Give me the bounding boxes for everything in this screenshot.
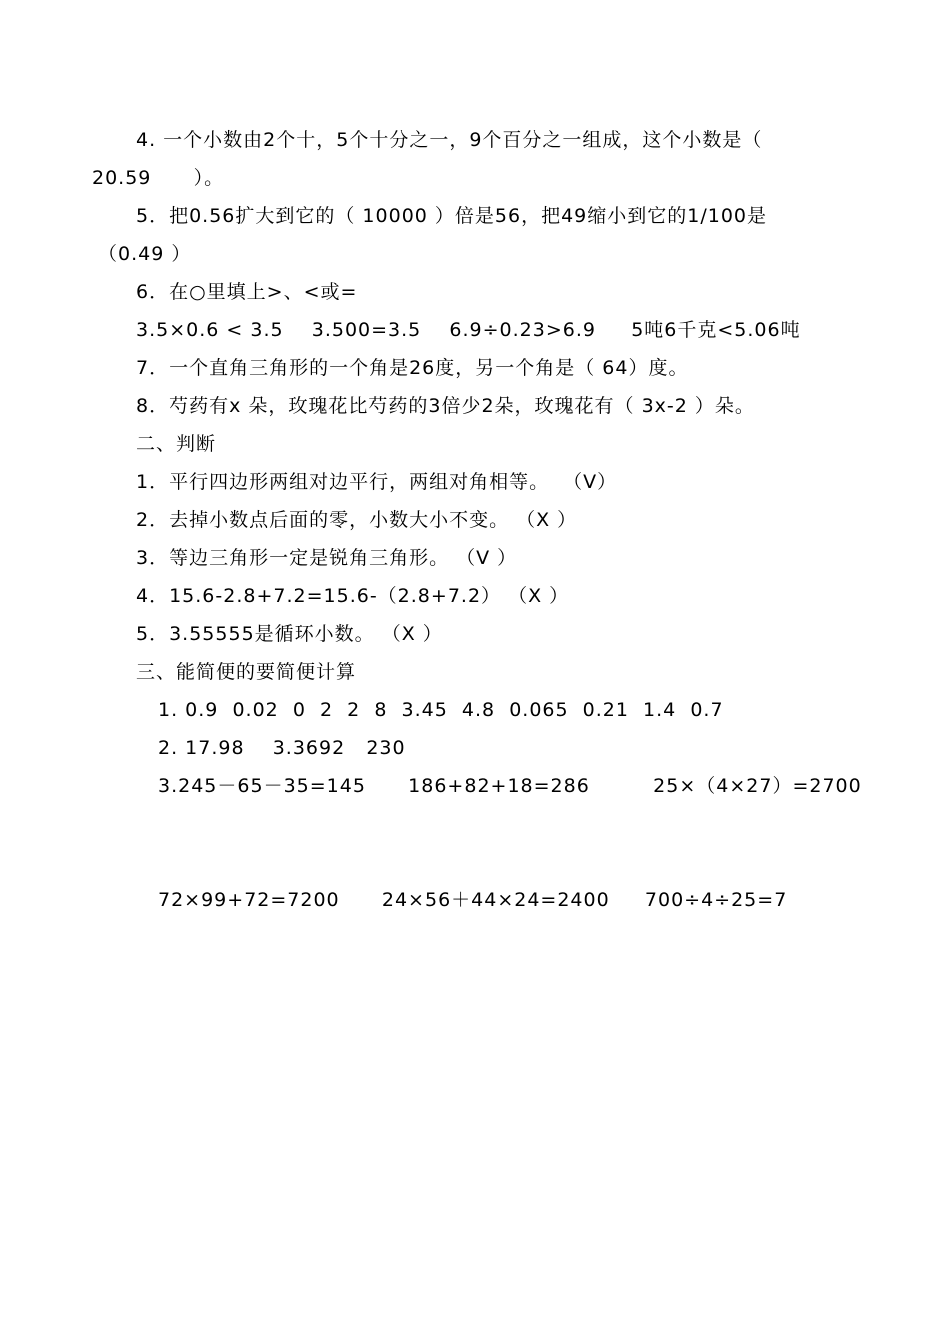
question-5-line-2: （0.49 ） [98, 243, 192, 265]
calc-line-1: 1. 0.9 0.02 0 2 2 8 3.45 4.8 0.065 0.21 1.4 0.7 [158, 699, 724, 721]
judge-item-1: 1．平行四边形两组对边平行，两组对角相等。 （V） [136, 471, 618, 493]
judge-item-4: 4．15.6-2.8+7.2=15.6-（2.8+7.2） （X ） [136, 585, 570, 607]
section-calc-heading: 三、能简便的要简便计算 [136, 661, 357, 683]
question-6-line-1: 6．在○里填上>、<或= [136, 281, 358, 303]
question-4-line-1: 4. 一个小数由2个十，5个十分之一，9个百分之一组成，这个小数是（ [136, 129, 763, 151]
question-5-line-1: 5．把0.56扩大到它的（ 10000 ）倍是56，把49缩小到它的1/100是 [136, 205, 768, 227]
section-judge-heading: 二、判断 [136, 433, 217, 455]
judge-item-2: 2．去掉小数点后面的零，小数大小不变。 （X ） [136, 509, 578, 531]
question-4-line-2: 20.59 ）。 [92, 167, 225, 189]
calc-line-4: 72×99+72=7200 24×56＋44×24=2400 700÷4÷25=7 [158, 889, 788, 911]
judge-item-5: 5．3.55555是循环小数。 （X ） [136, 623, 443, 645]
question-8: 8．芍药有x 朵，玫瑰花比芍药的3倍少2朵，玫瑰花有（ 3x-2 ）朵。 [136, 395, 755, 417]
calc-line-3: 3.245－65－35=145 186+82+18=286 25×（4×27）=2700 [158, 775, 862, 797]
calc-line-2: 2. 17.98 3.3692 230 [158, 737, 406, 759]
question-7: 7．一个直角三角形的一个角是26度，另一个角是（ 64）度。 [136, 357, 689, 379]
judge-item-3: 3．等边三角形一定是锐角三角形。 （V ） [136, 547, 518, 569]
question-6-line-2: 3.5×0.6 < 3.5 3.500=3.5 6.9÷0.23>6.9 5吨6千克<5.06吨 [136, 319, 801, 341]
